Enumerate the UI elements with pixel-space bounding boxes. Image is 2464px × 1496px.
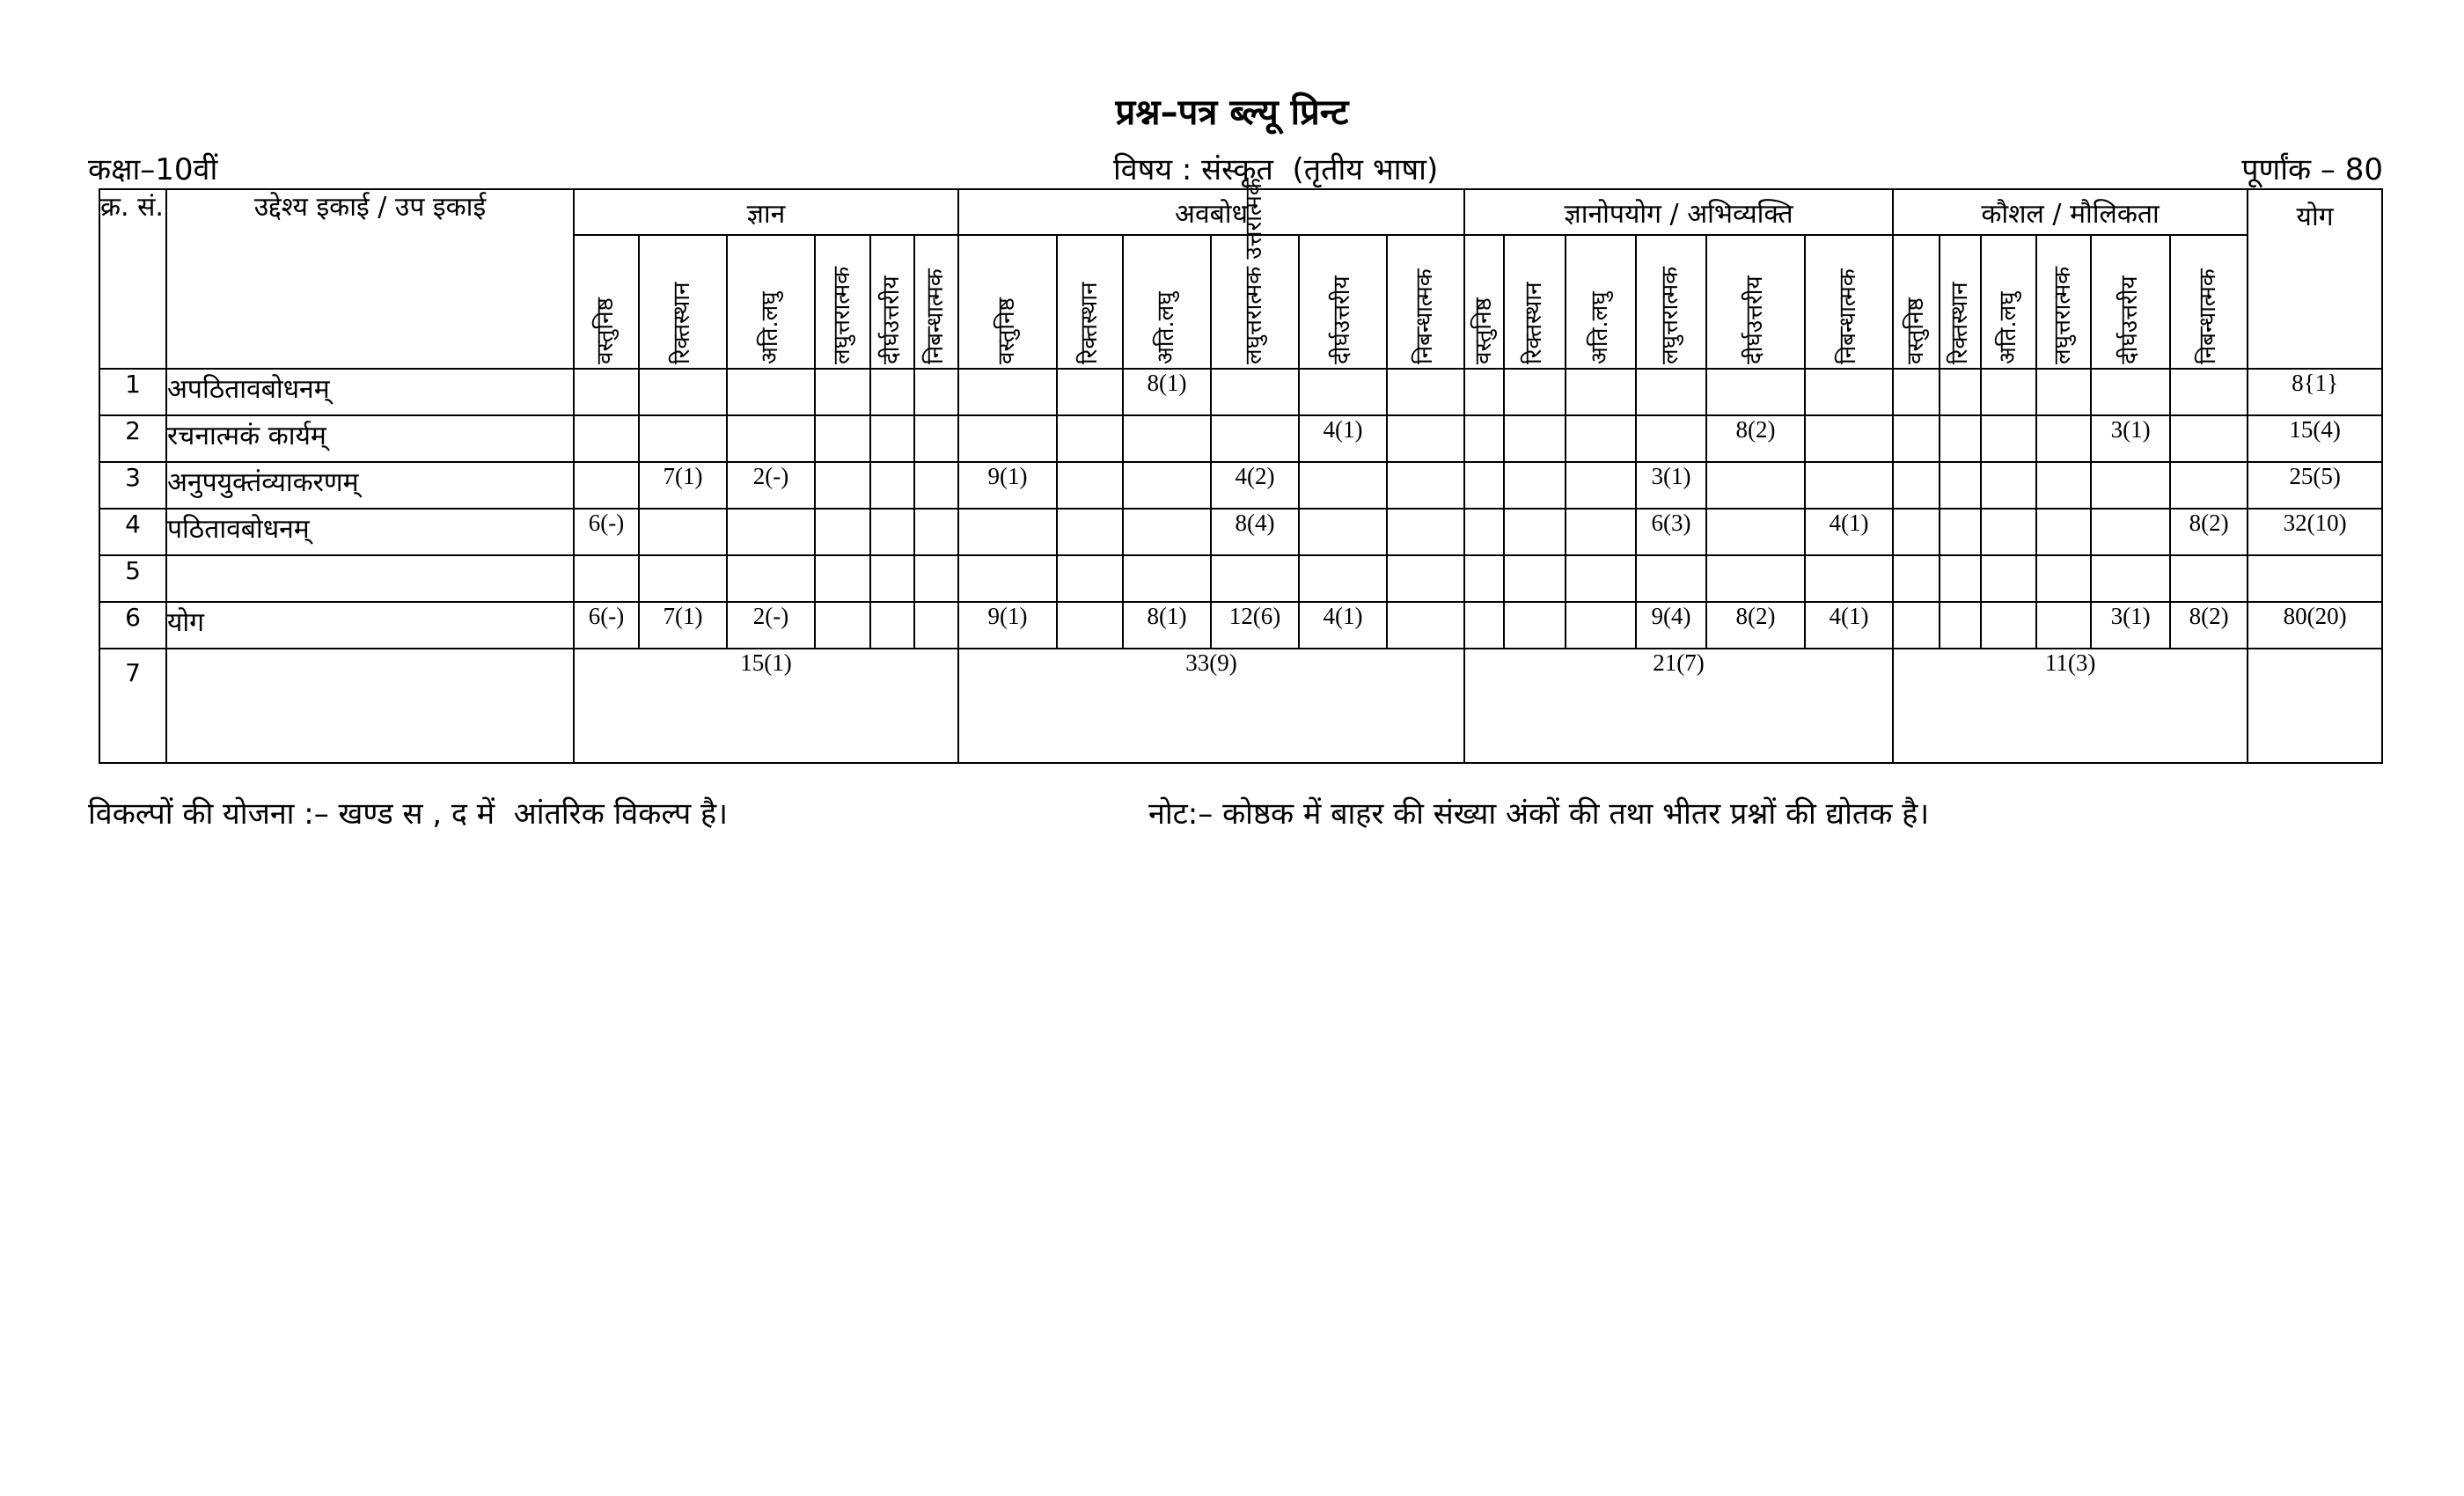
marks-cell [2036,369,2091,415]
marks-cell [1706,509,1805,555]
marks-cell [958,415,1057,462]
marks-cell [1805,555,1893,602]
subheader-label: अति.लघु [1153,291,1179,364]
row-unit-name: रचनात्मकं कार्यम् [166,415,574,462]
marks-cell [2036,415,2091,462]
group-total-cell: 15(1) [574,649,958,763]
marks-cell [1464,602,1504,649]
marks-cell: 9(1) [958,462,1057,509]
marks-cell: 6(3) [1636,509,1706,555]
marks-cell [574,415,639,462]
subject-label: विषय : संस्कृत (तृतीय भाषा) [1113,152,1439,187]
marks-cell [1566,555,1636,602]
marks-cell [1123,462,1211,509]
marks-cell [1464,462,1504,509]
subheader-cell [1504,235,1566,369]
subheader-label: अति.लघु [1994,291,2021,364]
marks-cell: 8(2) [2170,509,2248,555]
subheader-label: वस्तुनिष्ठ [592,297,619,364]
marks-cell [958,509,1057,555]
marks-cell [1299,555,1387,602]
marks-cell [2091,462,2170,509]
marks-cell [1940,555,1981,602]
row-unit-name: पठितावबोधनम् [166,509,574,555]
header-unit: उद्देश्य इकाई / उप इकाई [166,189,574,369]
subheader-label: लघुत्तरात्मक [1657,266,1684,364]
marks-cell [1387,415,1464,462]
marks-cell [1981,462,2036,509]
marks-cell [1981,415,2036,462]
subheader-label: रिक्तस्थान [1946,282,1973,364]
marks-cell [870,369,914,415]
marks-cell [1706,555,1805,602]
group-total-cell: 21(7) [1464,649,1893,763]
marks-cell [958,369,1057,415]
marks-cell [1981,369,2036,415]
marks-cell: 8(1) [1123,369,1211,415]
marks-cell [1893,462,1940,509]
marks-cell [574,462,639,509]
marks-cell [1387,602,1464,649]
marks-cell [727,415,815,462]
group-total-cell: 11(3) [1893,649,2248,763]
marks-cell [1464,369,1504,415]
marks-cell [1504,555,1566,602]
subheader-cell [574,235,639,369]
marks-cell [815,369,870,415]
marks-cell [1504,509,1566,555]
marks-cell [815,415,870,462]
marks-cell [815,602,870,649]
marks-cell [870,555,914,602]
marks-cell [1504,369,1566,415]
marks-cell [1893,509,1940,555]
marks-cell [727,369,815,415]
marks-cell: 8(2) [2170,602,2248,649]
marks-cell [914,462,958,509]
marks-cell [1211,555,1299,602]
subheader-label: निबन्धात्मक [1835,268,1862,364]
marks-cell: 2(-) [727,602,815,649]
marks-cell: 4(1) [1299,415,1387,462]
row-unit-name: अपठितावबोधनम् [166,369,574,415]
table-row [99,509,2382,555]
subheader-label: रिक्तस्थान [669,282,695,364]
marks-cell [1566,415,1636,462]
subheader-label: दीर्घउत्तरीय [2116,275,2144,364]
table-row [99,415,2382,462]
group-total-row [99,649,2382,763]
marks-cell: 4(1) [1299,602,1387,649]
marks-cell [1805,369,1893,415]
marks-cell: 9(1) [958,602,1057,649]
row-total-cell: 8{1} [2248,369,2382,415]
blueprint-table [99,178,2383,764]
subheader-label: लघुत्तरात्मक [2050,266,2077,364]
marks-cell [1566,509,1636,555]
marks-cell [914,509,958,555]
marks-cell [2036,462,2091,509]
row-serial-number: 2 [99,415,166,462]
marks-cell [727,509,815,555]
row-total-cell: 25(5) [2248,462,2382,509]
header-group-kaushal: कौशल / मौलिकता [1893,189,2248,235]
marks-cell [1805,415,1893,462]
row-serial-number: 5 [99,555,166,602]
options-scheme-note: विकल्पों की योजना :– खण्ड स , द में आंतरिक विकल्प है। [88,796,728,832]
marks-cell [2036,602,2091,649]
marks-cell: 8(1) [1123,602,1211,649]
marks-cell [1387,509,1464,555]
marks-cell [1893,555,1940,602]
marks-cell [1893,415,1940,462]
subheader-label: वस्तुनिष्ठ [994,297,1020,364]
marks-cell [1464,555,1504,602]
subheader-cell [1057,235,1123,369]
marks-cell: 6(-) [574,602,639,649]
row-serial-number: 1 [99,369,166,415]
subheader-label: दीर्घउत्तरीय [1742,275,1769,364]
marks-cell: 7(1) [639,602,727,649]
marks-cell [1299,369,1387,415]
marks-cell [1636,369,1706,415]
marks-cell [1566,462,1636,509]
subheader-cell [1387,235,1464,369]
marks-cell [1504,602,1566,649]
table-body [99,369,2382,763]
marks-cell [1211,369,1299,415]
marks-cell [914,555,958,602]
row-total-cell: 15(4) [2248,415,2382,462]
marks-cell [1940,415,1981,462]
marks-cell [1940,602,1981,649]
marks-cell [870,602,914,649]
marks-cell [574,555,639,602]
header-group-gyanopyog: ज्ञानोपयोग / अभिव्यक्ति [1464,189,1893,235]
row-total-cell: 32(10) [2248,509,2382,555]
subheader-label: दीर्घउत्तरीय [878,275,905,364]
table-row [99,462,2382,509]
marks-cell [1387,462,1464,509]
marks-cell: 8(2) [1706,602,1805,649]
group-total-cell: 33(9) [958,649,1464,763]
subheader-label: अति.लघु [1587,291,1614,364]
subheader-label: वस्तुनिष्ठ [1902,297,1929,364]
marks-cell: 4(1) [1805,602,1893,649]
marks-cell [639,555,727,602]
marks-cell [2091,509,2170,555]
marks-cell [2170,415,2248,462]
row-total-cell [2248,649,2382,763]
marks-cell [1464,509,1504,555]
header-group-avbodh: अवबोध [958,189,1464,235]
subheader-cell [1123,235,1211,369]
row-serial-number: 7 [99,649,166,763]
marks-cell: 2(-) [727,462,815,509]
marks-cell [914,602,958,649]
class-label: कक्षा–10वीं [88,152,218,187]
marks-cell [914,415,958,462]
marks-cell [1057,415,1123,462]
marks-cell [1805,462,1893,509]
subheader-label: वस्तुनिष्ठ [1470,297,1497,364]
header-serial-number: क्र. सं. [99,189,166,369]
subheader-label: निबन्धात्मक [1412,268,1438,364]
marks-cell [2170,369,2248,415]
header-group-total: योग [2248,189,2382,369]
marks-cell [2036,509,2091,555]
marks-cell [1504,415,1566,462]
marks-cell [1123,415,1211,462]
marks-cell [1057,555,1123,602]
subheader-cell [958,235,1057,369]
marks-cell: 9(4) [1636,602,1706,649]
subheader-cell [2036,235,2091,369]
marks-cell [870,415,914,462]
row-unit-name: योग [166,602,574,649]
marks-cell [1211,415,1299,462]
marks-cell [1299,462,1387,509]
marks-cell [1981,555,2036,602]
marks-cell [1636,555,1706,602]
marks-cell [1706,462,1805,509]
subheader-cell [1299,235,1387,369]
row-serial-number: 3 [99,462,166,509]
subheader-label: रिक्तस्थान [1075,282,1103,364]
marks-cell [1387,369,1464,415]
marks-cell [815,555,870,602]
marks-cell [1981,509,2036,555]
marks-cell: 12(6) [1211,602,1299,649]
marks-cell [1940,462,1981,509]
subheader-cell [1706,235,1805,369]
subheader-cell [1893,235,1940,369]
subheader-label: निबन्धात्मक [922,268,949,364]
total-marks-label: पूर्णांक – 80 [2241,152,2383,187]
subheader-label: लघुत्तरात्मक उत्तरात्मक [1241,178,1267,364]
marks-cell [2091,555,2170,602]
marks-cell [2170,462,2248,509]
header-group-gyan: ज्ञान [574,189,958,235]
marks-cell [1123,509,1211,555]
subheader-cell [1940,235,1981,369]
marks-cell [1636,415,1706,462]
subheader-label: लघुत्तरात्मक [828,266,855,364]
subheader-cell [1805,235,1893,369]
marks-cell [639,369,727,415]
marks-cell: 8(2) [1706,415,1805,462]
marks-cell: 8(4) [1211,509,1299,555]
subheader-cell [1636,235,1706,369]
marks-cell: 7(1) [639,462,727,509]
subheader-label: दीर्घउत्तरीय [1329,275,1355,364]
marks-cell: 4(2) [1211,462,1299,509]
marks-cell: 3(1) [2091,415,2170,462]
row-unit-name [166,555,574,602]
marks-cell [574,369,639,415]
subheader-cell [2091,235,2170,369]
subheader-cell [1464,235,1504,369]
marks-cell: 3(1) [2091,602,2170,649]
subheader-cell [870,235,914,369]
marks-cell [914,369,958,415]
marks-cell: 3(1) [1636,462,1706,509]
subheader-cell [727,235,815,369]
marks-cell [2036,555,2091,602]
marks-cell [958,555,1057,602]
marks-cell [639,509,727,555]
marks-cell [1057,369,1123,415]
marks-cell [1940,369,1981,415]
marks-cell [2091,369,2170,415]
row-total-cell [2248,555,2382,602]
subheader-cell [1566,235,1636,369]
marks-cell [1940,509,1981,555]
marks-cell [1706,369,1805,415]
marks-cell [1566,602,1636,649]
bracket-note: नोट:– कोष्ठक में बाहर की संख्या अंकों की तथा भीतर प्रश्नों की द्योतक है। [1148,796,1930,832]
document-title: प्रश्न–पत्र ब्ल्यू प्रिन्ट [1115,92,1349,133]
marks-cell [1057,509,1123,555]
marks-cell [1123,555,1211,602]
marks-cell [1057,602,1123,649]
marks-cell [1387,555,1464,602]
marks-cell [727,555,815,602]
table-row [99,555,2382,602]
marks-cell [1893,602,1940,649]
row-serial-number: 4 [99,509,166,555]
subheader-cell [639,235,727,369]
marks-cell [1057,462,1123,509]
marks-cell [1464,415,1504,462]
marks-cell [1981,602,2036,649]
row-unit-name: अनुपयुक्तंव्याकरणम् [166,462,574,509]
subheader-label: अति.लघु [757,291,783,364]
marks-cell: 4(1) [1805,509,1893,555]
marks-cell [1566,369,1636,415]
table-row [99,369,2382,415]
marks-cell [870,509,914,555]
table-header [99,178,2382,369]
subheader-cell [914,235,958,369]
table-row [99,602,2382,649]
subheader-cell [1981,235,2036,369]
row-total-cell: 80(20) [2248,602,2382,649]
marks-cell [815,509,870,555]
row-serial-number: 6 [99,602,166,649]
subheader-cell [815,235,870,369]
row-unit-name [166,649,574,763]
marks-cell: 6(-) [574,509,639,555]
marks-cell [2170,555,2248,602]
marks-cell [639,415,727,462]
marks-cell [815,462,870,509]
subheader-label: निबन्धात्मक [2195,268,2222,364]
marks-cell [1299,509,1387,555]
subheader-label: रिक्तस्थान [1521,282,1548,364]
marks-cell [1893,369,1940,415]
marks-cell [870,462,914,509]
marks-cell [1504,462,1566,509]
subheader-cell [2170,235,2248,369]
